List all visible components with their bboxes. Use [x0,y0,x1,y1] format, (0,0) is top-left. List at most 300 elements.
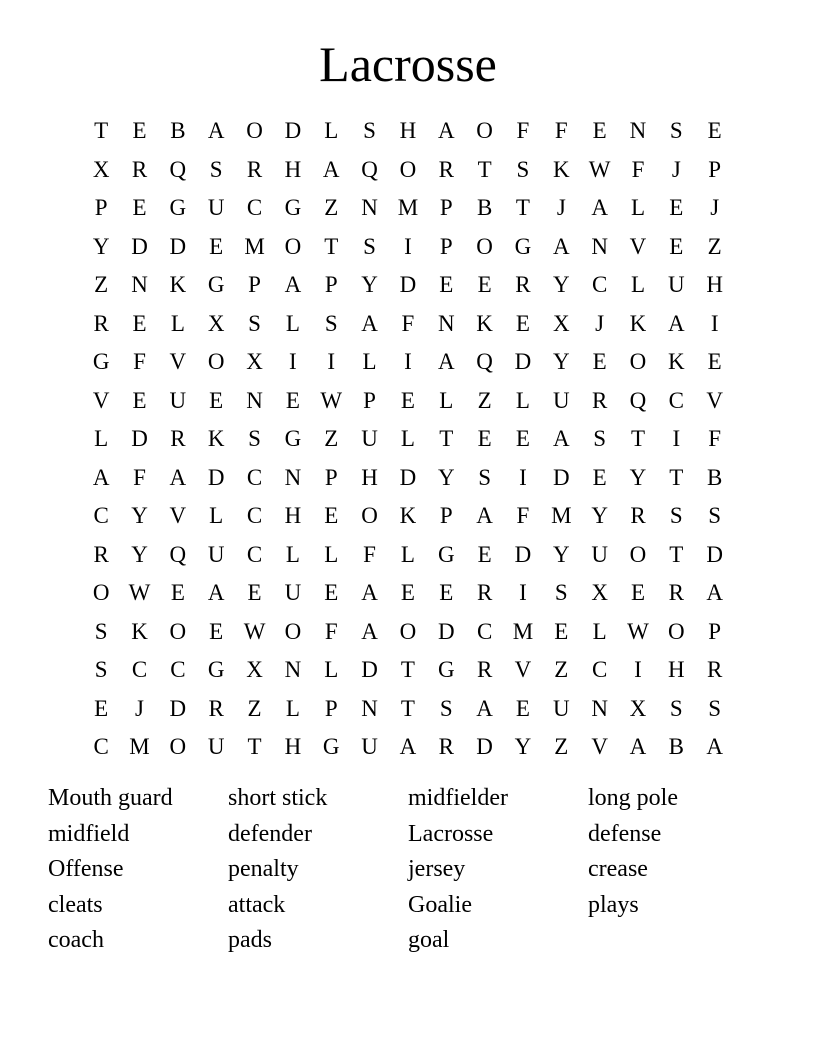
grid-letter: Y [437,464,455,490]
grid-row [82,536,734,575]
grid-letter: P [439,233,453,259]
grid-letter: E [132,118,147,144]
grid-letter: I [519,464,527,490]
grid-letter: T [247,734,262,760]
grid-letter: E [247,580,262,606]
grid-letter: R [131,156,148,182]
grid-row [82,690,734,729]
grid-letter: L [285,541,300,567]
grid-letter: G [284,426,302,452]
grid-letter: M [512,618,534,644]
grid-letter: I [672,426,681,452]
grid-letter: P [363,387,376,413]
grid-letter: S [248,310,261,336]
grid-letter: G [284,195,302,221]
grid-letter: G [514,233,532,259]
grid-letter: U [552,387,570,413]
grid-letter: U [668,272,685,298]
grid-letter: D [284,118,302,144]
grid-letter: J [671,156,681,182]
grid-letter: B [707,464,723,490]
grid-letter: J [556,195,566,221]
grid-letter: R [668,580,684,606]
grid-letter: C [170,657,186,683]
grid-letter: W [588,156,611,182]
grid-letter: O [668,618,685,644]
grid-letter: R [438,734,454,760]
grid-letter: J [710,195,720,221]
grid-letter: Z [554,657,569,683]
grid-letter: A [322,156,340,182]
grid-letter: F [631,156,645,182]
grid-letter: E [439,580,454,606]
grid-letter: F [133,464,146,490]
word-list-item: crease [588,856,648,883]
grid-letter: V [629,233,647,259]
grid-letter: P [324,464,338,490]
grid-letter: U [207,195,225,221]
grid-letter: D [552,464,570,490]
grid-letter: K [399,503,417,529]
grid-letter: S [478,464,491,490]
grid-letter: H [284,156,302,182]
grid-letter: X [591,580,608,606]
grid-row [82,574,734,613]
word-list-item: Offense [48,856,124,883]
grid-letter: O [399,156,417,182]
grid-letter: S [209,156,223,182]
grid-letter: Q [476,349,493,375]
grid-letter: S [363,118,376,144]
grid-letter: E [554,618,569,644]
grid-letter: T [439,426,454,452]
grid-letter: Y [131,503,148,529]
grid-letter: I [289,349,297,375]
grid-letter: C [591,272,608,298]
grid-letter: Q [169,541,187,567]
grid-letter: O [629,349,647,375]
grid-letter: D [207,464,225,490]
grid-letter: I [519,580,527,606]
grid-letter: R [476,657,493,683]
grid-letter: U [591,541,608,567]
grid-letter: L [209,503,224,529]
grid-letter: S [593,426,607,452]
grid-letter: B [476,195,493,221]
grid-letter: X [246,349,263,375]
grid-letter: Y [591,503,608,529]
word-list-item: attack [228,891,286,918]
grid-letter: O [284,233,302,259]
grid-letter: A [706,580,723,606]
grid-letter: S [708,695,722,721]
grid-letter: N [361,195,378,221]
grid-letter: Y [514,734,532,760]
grid-letter: T [324,233,339,259]
grid-letter: V [706,387,723,413]
grid-row [82,305,734,344]
grid-letter: K [552,156,570,182]
grid-letter: O [92,580,110,606]
grid-letter: E [132,387,147,413]
grid-letter: T [669,541,684,567]
grid-letter: S [669,503,683,529]
grid-letter: G [207,657,225,683]
grid-letter: N [284,464,302,490]
grid-letter: T [400,657,415,683]
grid-letter: U [284,580,302,606]
grid-letter: Z [94,272,109,298]
grid-letter: H [399,118,417,144]
grid-letter: E [439,272,454,298]
grid-letter: U [361,426,378,452]
grid-letter: C [131,657,148,683]
grid-letter: L [630,272,646,298]
grid-letter: Z [324,195,339,221]
grid-letter: S [516,156,530,182]
grid-letter: L [515,387,530,413]
grid-letter: A [207,580,225,606]
grid-letter: U [552,695,570,721]
grid-letter: F [133,349,146,375]
word-list-item: plays [588,891,639,918]
grid-letter: A [284,272,302,298]
grid-letter: T [400,695,415,721]
grid-letter: B [170,118,186,144]
grid-letter: A [169,464,187,490]
grid-letter: E [669,195,684,221]
grid-letter: Z [554,734,569,760]
grid-letter: G [207,272,225,298]
grid-letter: Y [552,272,570,298]
grid-letter: A [591,195,608,221]
grid-letter: G [437,541,455,567]
grid-letter: N [246,387,263,413]
grid-letter: P [324,272,338,298]
word-list-item: defender [228,820,312,847]
grid-letter: F [516,118,530,144]
grid-letter: D [706,541,723,567]
grid-row [82,151,734,190]
grid-letter: S [324,310,338,336]
grid-letter: P [708,618,722,644]
grid-letter: S [669,695,683,721]
grid-letter: A [629,734,647,760]
grid-letter: E [285,387,300,413]
grid-letter: E [477,541,492,567]
grid-letter: N [591,695,608,721]
word-list-item: coach [48,927,104,954]
grid-letter: D [399,272,417,298]
grid-letter: K [207,426,225,452]
grid-letter: K [476,310,493,336]
grid-letter: R [591,387,608,413]
grid-letter: Q [629,387,647,413]
grid-letter: R [438,156,454,182]
grid-letter: R [630,503,646,529]
word-list-item: Mouth guard [48,785,173,811]
grid-letter: S [94,657,108,683]
grid-letter: D [437,618,455,644]
grid-letter: A [437,349,455,375]
grid-letter: F [401,310,415,336]
grid-letter: E [400,387,415,413]
grid-letter: V [514,657,532,683]
grid-letter: Y [361,272,378,298]
grid-letter: T [630,426,646,452]
grid-letter: N [361,695,378,721]
grid-letter: O [169,734,187,760]
grid-letter: E [209,233,224,259]
word-list-item: penalty [228,856,299,883]
grid-letter: A [552,426,570,452]
grid-letter: Y [629,464,647,490]
grid-letter: Z [247,695,262,721]
grid-letter: Y [131,541,148,567]
grid-letter: G [169,195,187,221]
grid-row [82,228,734,267]
grid-row [82,343,734,382]
grid-letter: C [668,387,684,413]
grid-letter: E [515,426,530,452]
grid-letter: E [592,118,607,144]
grid-letter: S [248,426,261,452]
grid-letter: O [246,118,263,144]
grid-letter: D [169,233,187,259]
grid-letter: A [361,310,378,336]
grid-row [82,613,734,652]
grid-row [82,459,734,498]
grid-letter: D [131,233,148,259]
grid-letter: E [400,580,415,606]
grid-letter: K [169,272,187,298]
grid-letter: P [94,195,108,221]
grid-letter: E [630,580,646,606]
grid-letter: R [208,695,224,721]
grid-letter: V [591,734,608,760]
grid-letter: T [515,195,530,221]
grid-letter: E [209,387,224,413]
grid-letter: L [439,387,454,413]
grid-letter: N [629,118,647,144]
grid-letter: A [399,734,417,760]
grid-letter: M [397,195,419,221]
grid-letter: L [324,118,339,144]
grid-letter: U [207,541,225,567]
grid-letter: S [363,233,376,259]
grid-letter: O [284,618,302,644]
word-list [48,781,788,959]
grid-row [82,420,734,459]
grid-letter: F [708,426,722,452]
word-search-grid [82,112,734,767]
word-list-item: pads [228,927,272,954]
grid-letter: Y [552,541,570,567]
grid-letter: V [169,349,187,375]
grid-letter: L [324,657,339,683]
grid-letter: Y [92,233,110,259]
grid-letter: X [246,657,263,683]
grid-letter: U [361,734,378,760]
grid-letter: D [476,734,493,760]
grid-letter: O [399,618,417,644]
grid-letter: H [284,734,302,760]
grid-letter: G [322,734,340,760]
grid-letter: A [476,695,493,721]
word-list-item: goal [408,927,450,954]
grid-letter: N [131,272,148,298]
grid-letter: I [404,233,412,259]
grid-letter: S [669,118,683,144]
word-list-item: cleats [48,891,103,918]
grid-letter: N [591,233,608,259]
word-list-item: defense [588,820,662,847]
grid-letter: S [439,695,453,721]
grid-letter: C [591,657,608,683]
grid-letter: R [246,156,263,182]
grid-letter: O [207,349,225,375]
grid-letter: W [243,618,266,644]
grid-letter: L [285,310,300,336]
grid-letter: G [92,349,110,375]
grid-letter: I [710,310,719,336]
grid-letter: E [515,695,530,721]
grid-letter: J [135,695,144,721]
word-list-item: short stick [228,785,328,811]
grid-letter: D [131,426,148,452]
word-list-item: midfielder [408,785,508,811]
grid-letter: E [94,695,109,721]
grid-letter: C [93,734,109,760]
grid-letter: K [629,310,647,336]
grid-letter: J [595,310,605,336]
word-list-item: Goalie [408,891,472,918]
grid-letter: C [93,503,109,529]
grid-letter: V [169,503,187,529]
grid-letter: I [634,657,642,683]
grid-letter: X [92,156,110,182]
grid-letter: C [246,503,263,529]
grid-letter: M [551,503,572,529]
grid-letter: H [706,272,723,298]
grid-letter: M [244,233,265,259]
grid-letter: L [400,426,415,452]
grid-letter: P [324,695,338,721]
grid-letter: P [439,195,453,221]
grid-letter: L [285,695,300,721]
grid-letter: O [169,618,187,644]
grid-letter: E [592,464,607,490]
word-list-item: Lacrosse [408,820,494,847]
grid-letter: C [246,541,263,567]
grid-letter: A [668,310,685,336]
grid-letter: T [94,118,109,144]
grid-letter: E [324,503,339,529]
grid-letter: L [400,541,415,567]
grid-letter: S [708,503,722,529]
grid-letter: K [668,349,685,375]
grid-letter: O [361,503,378,529]
grid-row [82,189,734,228]
grid-letter: P [708,156,722,182]
grid-letter: W [128,580,151,606]
grid-letter: F [516,503,530,529]
grid-letter: N [284,657,302,683]
grid-letter: A [437,118,455,144]
grid-letter: Z [324,426,339,452]
grid-letter: C [246,464,263,490]
grid-letter: U [207,734,225,760]
grid-row [82,266,734,305]
grid-letter: I [327,349,336,375]
grid-letter: E [209,618,224,644]
grid-letter: L [94,426,109,452]
grid-letter: R [170,426,186,452]
grid-letter: Q [169,156,187,182]
grid-row [82,728,734,767]
grid-letter: M [129,734,150,760]
grid-letter: A [706,734,723,760]
grid-letter: T [669,464,684,490]
word-list-item: midfield [48,820,130,847]
grid-letter: K [131,618,148,644]
grid-letter: Z [707,233,722,259]
grid-letter: I [404,349,412,375]
grid-letter: H [361,464,378,490]
grid-letter: G [437,657,455,683]
grid-letter: X [552,310,570,336]
grid-letter: Y [552,349,570,375]
grid-letter: D [361,657,378,683]
grid-letter: Q [361,156,378,182]
grid-letter: F [554,118,568,144]
grid-letter: H [284,503,302,529]
grid-letter: D [514,349,532,375]
grid-letter: E [592,349,607,375]
grid-letter: R [93,541,109,567]
grid-letter: W [320,387,343,413]
grid-letter: C [476,618,493,644]
grid-letter: X [207,310,225,336]
grid-letter: E [132,195,147,221]
grid-letter: E [515,310,530,336]
grid-letter: E [707,118,722,144]
grid-letter: A [476,503,493,529]
grid-letter: E [170,580,185,606]
word-list-item: jersey [408,856,466,883]
grid-letter: H [668,657,685,683]
grid-letter: Z [477,387,492,413]
grid-letter: E [669,233,684,259]
grid-letter: A [361,618,378,644]
grid-letter: E [132,310,147,336]
word-list-item: long pole [588,785,678,811]
grid-letter: O [476,118,493,144]
grid-letter: E [707,349,722,375]
grid-letter: W [627,618,649,644]
grid-letter: A [552,233,570,259]
grid-letter: E [477,426,492,452]
grid-letter: C [246,195,263,221]
grid-letter: L [170,310,185,336]
grid-row [82,651,734,690]
grid-letter: U [169,387,187,413]
grid-letter: E [324,580,339,606]
grid-letter: R [707,657,723,683]
grid-letter: F [363,541,376,567]
grid-letter: A [361,580,378,606]
grid-letter: R [476,580,493,606]
